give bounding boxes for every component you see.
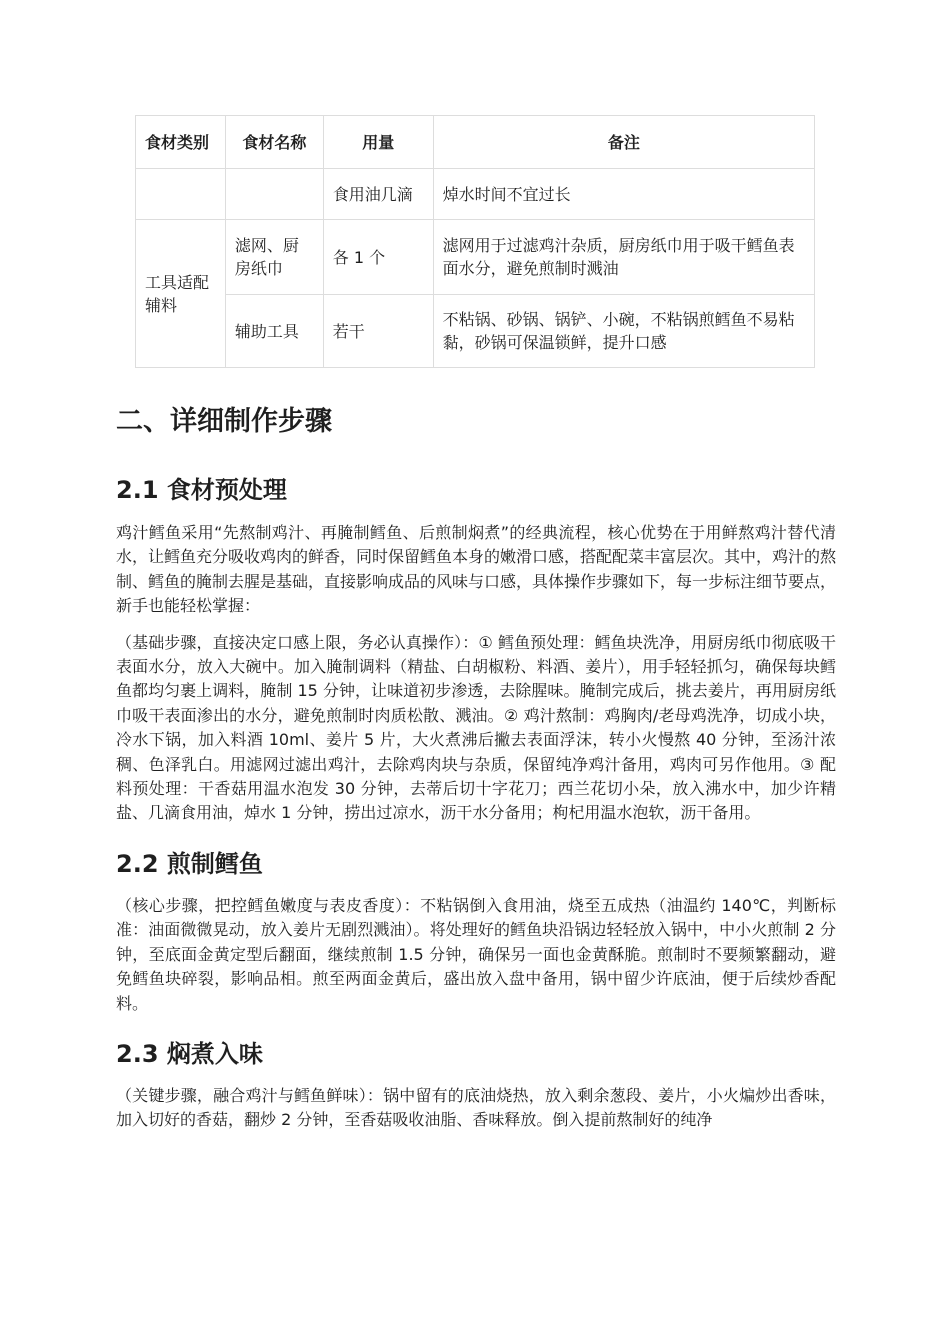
cell-note: 滤网用于过滤鸡汁杂质，厨房纸巾用于吸干鳕鱼表面水分，避免煎制时溅油 xyxy=(433,220,814,295)
paragraph-frying: （核心步骤，把控鳕鱼嫩度与表皮香度）：不粘锅倒入食用油，烧至五成热（油温约 140℃，判断标准：油面微微晃动，放入姜片无剧烈溅油）。将处理好的鳕鱼块沿锅边轻轻放入锅中，中小火煎制 2 分钟，至底面金黄定型后翻面，继续煎制 1.5 分钟，确保另一面也金黄酥脆。煎制时不要频繁翻动，避免鳕鱼块碎裂，影响品相。煎至两面金黄后，盛出放入盘中备用，锅中留少许底油，便于后续炒香配料。 xyxy=(116,895,836,1013)
table-row xyxy=(136,295,815,368)
cell-amount: 若干 xyxy=(323,295,433,368)
cell-note: 不粘锅、砂锅、锅铲、小碗，不粘锅煎鳕鱼不易粘黏，砂锅可保温锁鲜，提升口感 xyxy=(433,295,814,368)
paragraph-intro: 鸡汁鳕鱼采用“先熬制鸡汁、再腌制鳕鱼、后煎制焖煮”的经典流程，核心优势在于用鲜熬鸡汁替代清水，让鳕鱼充分吸收鸡肉的鲜香，同时保留鳕鱼本身的嫩滑口感，搭配配菜丰富层次。其中，鸡汁的熬制、鳕鱼的腌制去腥是基础，直接影响成品的风味与口感，具体操作步骤如下，每一步标注细节要点，新手也能轻松掌握： xyxy=(116,523,837,616)
header-note: 备注 xyxy=(433,116,814,169)
table-row xyxy=(136,220,815,295)
table-row xyxy=(136,169,815,220)
table-header-row xyxy=(136,116,815,169)
subsection-heading-2-3: 2.3 焖煮入味 xyxy=(116,1039,263,1068)
paragraph-braising: （关键步骤，融合鸡汁与鳕鱼鲜味）：锅中留有的底油烧热，放入剩余葱段、姜片，小火煸炒出香味，加入切好的香菇，翻炒 2 分钟，至香菇吸收油脂、香味释放。倒入提前熬制好的纯净 xyxy=(116,1085,836,1130)
section-heading: 二、详细制作步骤 xyxy=(116,406,332,437)
cell-name xyxy=(225,169,323,220)
cell-amount: 食用油几滴 xyxy=(323,169,433,220)
cell-category: 工具适配辅料 xyxy=(136,220,226,368)
header-amount: 用量 xyxy=(323,116,433,169)
subsection-heading-2-1: 2.1 食材预处理 xyxy=(116,476,287,504)
header-name: 食材名称 xyxy=(225,116,323,169)
cell-name: 辅助工具 xyxy=(225,295,323,368)
ingredients-table xyxy=(135,115,815,368)
cell-note: 焯水时间不宜过长 xyxy=(433,169,814,220)
cell-amount: 各 1 个 xyxy=(323,220,433,295)
cell-category xyxy=(136,169,226,220)
document-page xyxy=(116,115,836,1133)
header-category: 食材类别 xyxy=(136,116,226,169)
cell-name: 滤网、厨房纸巾 xyxy=(225,220,323,295)
paragraph-preprocessing: （基础步骤，直接决定口感上限，务必认真操作）：① 鳕鱼预处理：鳕鱼块洗净，用厨房纸巾彻底吸干表面水分，放入大碗中。加入腌制调料（精盐、白胡椒粉、料酒、姜片），用手轻轻抓匀，确保每块鳕鱼都均匀裹上调料，腌制 15 分钟，让味道初步渗透，去除腥味。腌制完成后，挑去姜片，再用厨房纸巾吸干表面渗出的水分，避免煎制时肉质松散、溅油。② 鸡汁熬制：鸡胸肉/老母鸡洗净，切成小块，冷水下锅，加入料酒 10ml、姜片 5 片，大火煮沸后撇去表面浮沫，转小火慢熬 40 分钟，至汤汁浓稠、色泽乳白。用滤网过滤出鸡汁，去除鸡肉块与杂质，保留纯净鸡汁备用，鸡肉可另作他用。③ 配料预处理：干香菇用温水泡发 30 分钟，去蒂后切十字花刀；西兰花切小朵，放入沸水中，加少许精盐、几滴食用油，焯水 1 分钟，捞出过凉水，沥干水分备用；枸杞用温水泡软，沥干备用。 xyxy=(116,632,836,823)
subsection-heading-2-2: 2.2 煎制鳕鱼 xyxy=(116,849,263,878)
